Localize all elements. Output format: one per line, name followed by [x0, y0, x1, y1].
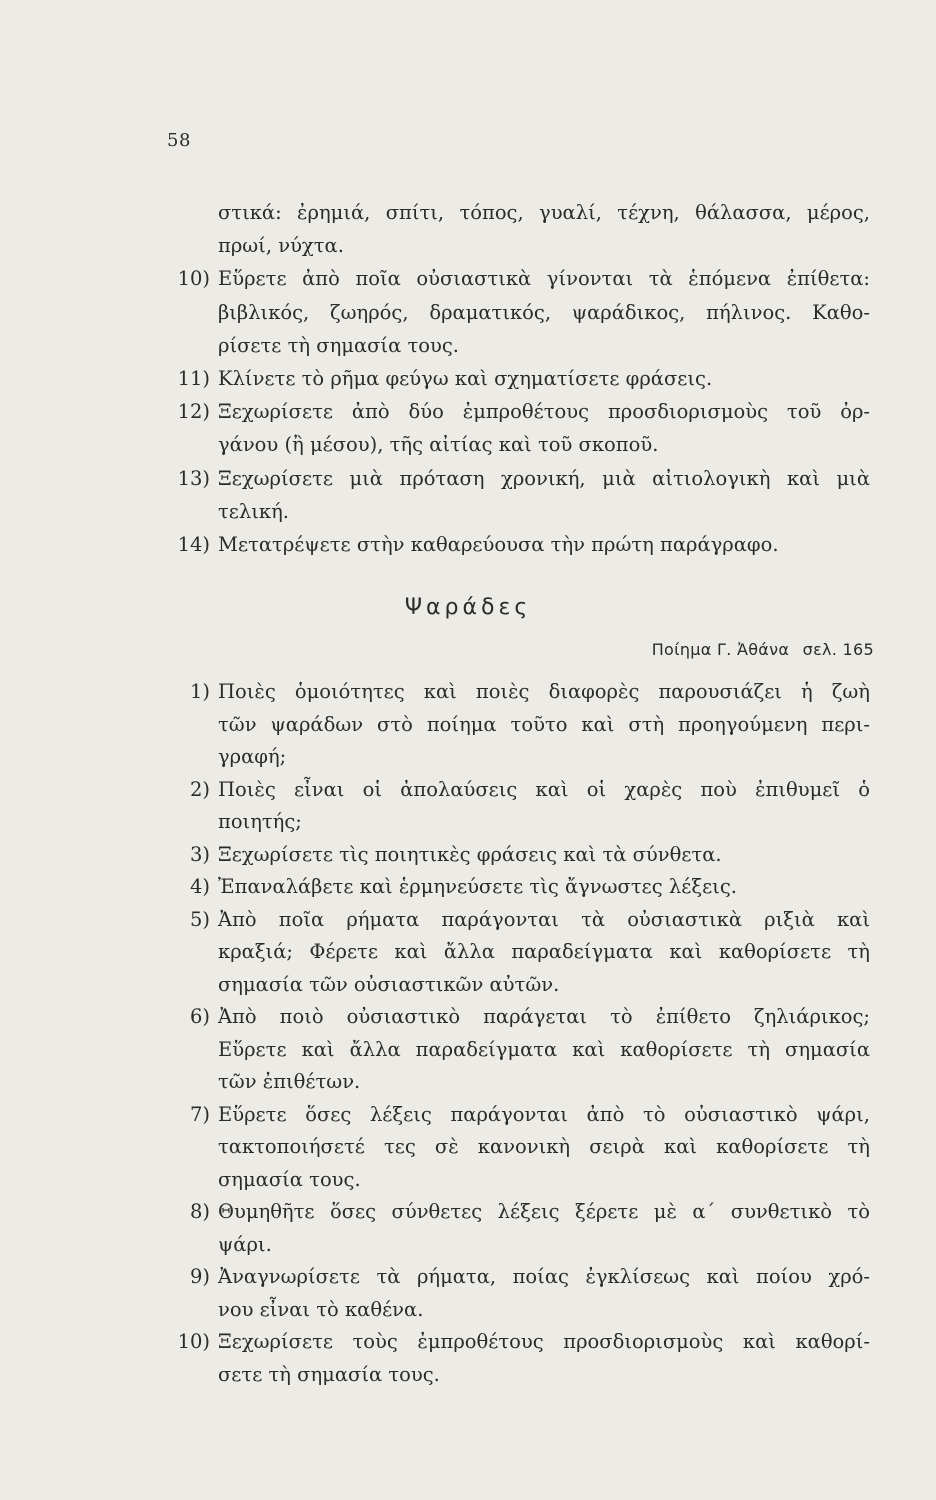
exercise-number: 4) — [189, 875, 210, 898]
exercise-number: 13) — [177, 466, 210, 490]
exercise-number: 9) — [189, 1265, 210, 1288]
section-subtitle — [644, 640, 874, 659]
page-reference: σελ. 165 — [802, 640, 874, 659]
exercise-text-line: Ποιὲς ὁμοιότητες καὶ ποιὲς διαφορὲς παρουσιάζει ἡ ζωὴ — [218, 680, 870, 703]
exercise-number: 6) — [189, 1005, 210, 1028]
exercise-item — [0, 1326, 936, 1391]
exercise-text-line: ψάρι. — [218, 1232, 272, 1256]
exercise-text-line: γραφή; — [218, 745, 287, 768]
exercise-text-line: Μετατρέψετε στὴν καθαρεύουσα τὴν πρώτη παράγραφο. — [218, 533, 779, 557]
exercise-text-line: τῶν ἐπιθέτων. — [218, 1070, 361, 1093]
exercise-text-line: Ξεχωρίσετε ἀπὸ δύο ἐμπροθέτους προσδιορισμοὺς τοῦ ὀρ- — [218, 400, 870, 424]
exercise-text-line: Ἐπαναλάβετε καὶ ἑρμηνεύσετε τὶς ἄγνωστες λέξεις. — [218, 875, 737, 898]
exercise-text-line: ποιητής; — [218, 810, 302, 833]
exercise-list-2 — [0, 676, 936, 1391]
exercise-item — [0, 839, 936, 872]
section-title: Ψαράδες — [404, 595, 532, 620]
exercise-text-line: Θυμηθῆτε ὅσες σύνθετες λέξεις ξέρετε μὲ α΄ συνθετικὸ τὸ — [218, 1200, 870, 1223]
exercise-item — [0, 362, 936, 395]
exercise-text-line: Εὕρετε ὅσες λέξεις παράγονται ἀπὸ τὸ οὐσιαστικὸ ψάρι, — [218, 1102, 870, 1126]
exercise-item — [0, 904, 936, 1002]
exercise-item — [0, 1001, 936, 1099]
exercise-text-line: Ἀναγνωρίσετε τὰ ρήματα, ποίας ἐγκλίσεως καὶ ποίου χρό- — [218, 1265, 870, 1288]
exercise-text-line: Εὕρετε ἀπὸ ποῖα οὐσιαστικὰ γίνονται τὰ ἑπόμενα ἐπίθετα: — [218, 267, 870, 291]
exercise-text-line: στικά: ἐρημιά, σπίτι, τόπος, γυαλί, τέχνη, θάλασσα, μέρος, — [218, 201, 870, 224]
exercise-item — [0, 1099, 936, 1197]
exercise-item — [0, 528, 936, 561]
exercise-number: 3) — [189, 842, 210, 866]
exercise-text-line: Ἀπὸ ποιὸ οὐσιαστικὸ παράγεται τὸ ἐπίθετο ζηλιάρικος; — [218, 1005, 870, 1028]
exercise-text-line: ρίσετε τὴ σημασία τους. — [218, 333, 459, 357]
exercise-number: 8) — [189, 1200, 210, 1223]
exercise-item — [0, 774, 936, 839]
page-number: 58 — [167, 130, 191, 151]
exercise-text-line: κραξιά; Φέρετε καὶ ἄλλα παραδείγματα καὶ καθορίσετε τὴ — [218, 940, 870, 963]
exercise-list-1 — [0, 196, 936, 561]
exercise-item — [0, 395, 936, 461]
exercise-number: 2) — [189, 777, 210, 801]
exercise-text-line: Ἀπὸ ποῖα ρήματα παράγονται τὰ οὐσιαστικὰ ριξιὰ καὶ — [218, 907, 870, 931]
exercise-text-line: σημασία τους. — [218, 1167, 361, 1191]
exercise-number: 14) — [177, 533, 210, 557]
exercise-text-line: Ποιὲς εἶναι οἱ ἀπολαύσεις καὶ οἱ χαρὲς ποὺ ἐπιθυμεῖ ὁ — [218, 777, 870, 801]
exercise-text-line: νου εἶναι τὸ καθένα. — [218, 1297, 424, 1321]
exercise-item — [0, 196, 936, 262]
exercise-item — [0, 462, 936, 528]
exercise-item — [0, 1261, 936, 1326]
exercise-text-line: Ξεχωρίσετε μιὰ πρόταση χρονική, μιὰ αἰτιολογικὴ καὶ μιὰ — [218, 466, 870, 490]
exercise-text-line: τελική. — [218, 499, 289, 523]
exercise-number: 10) — [177, 267, 210, 291]
exercise-number: 10) — [177, 1330, 210, 1353]
exercise-text-line: τακτοποιήσετέ τες σὲ κανονικὴ σειρὰ καὶ καθορίσετε τὴ — [218, 1135, 870, 1158]
exercise-text-line: Ξεχωρίσετε τὶς ποιητικὲς φράσεις καὶ τὰ σύνθετα. — [218, 842, 722, 866]
exercise-item — [0, 676, 936, 774]
exercise-number: 7) — [189, 1102, 210, 1126]
source-attribution: Ποίημα Γ. Ἀθάνα — [651, 640, 790, 659]
exercise-text-line: σετε τὴ σημασία τους. — [218, 1362, 440, 1386]
exercise-number: 5) — [189, 907, 210, 931]
exercise-item — [0, 1196, 936, 1261]
exercise-text-line: βιβλικός, ζωηρός, δραματικός, ψαράδικος, πήλινος. Καθο- — [218, 300, 870, 324]
exercise-text-line: Κλίνετε τὸ ρῆμα φεύγω καὶ σχηματίσετε φράσεις. — [218, 367, 713, 391]
exercise-text-line: τῶν ψαράδων στὸ ποίημα τοῦτο καὶ στὴ προηγούμενη περι- — [218, 712, 870, 736]
exercise-number: 1) — [189, 680, 210, 703]
exercise-text-line: Ξεχωρίσετε τοὺς ἐμπροθέτους προσδιορισμοὺς καὶ καθορί- — [218, 1330, 870, 1353]
exercise-item — [0, 871, 936, 904]
exercise-text-line: γάνου (ἢ μέσου), τῆς αἰτίας καὶ τοῦ σκοποῦ. — [218, 433, 659, 457]
exercise-text-line: Εὕρετε καὶ ἄλλα παραδείγματα καὶ καθορίσετε τὴ σημασία — [218, 1037, 870, 1061]
exercise-text-line: σημασία τῶν οὐσιαστικῶν αὐτῶν. — [218, 972, 560, 996]
exercise-number: 11) — [177, 367, 210, 391]
exercise-number: 12) — [177, 400, 210, 424]
exercise-text-line: πρωί, νύχτα. — [218, 234, 344, 258]
exercise-item — [0, 262, 936, 362]
